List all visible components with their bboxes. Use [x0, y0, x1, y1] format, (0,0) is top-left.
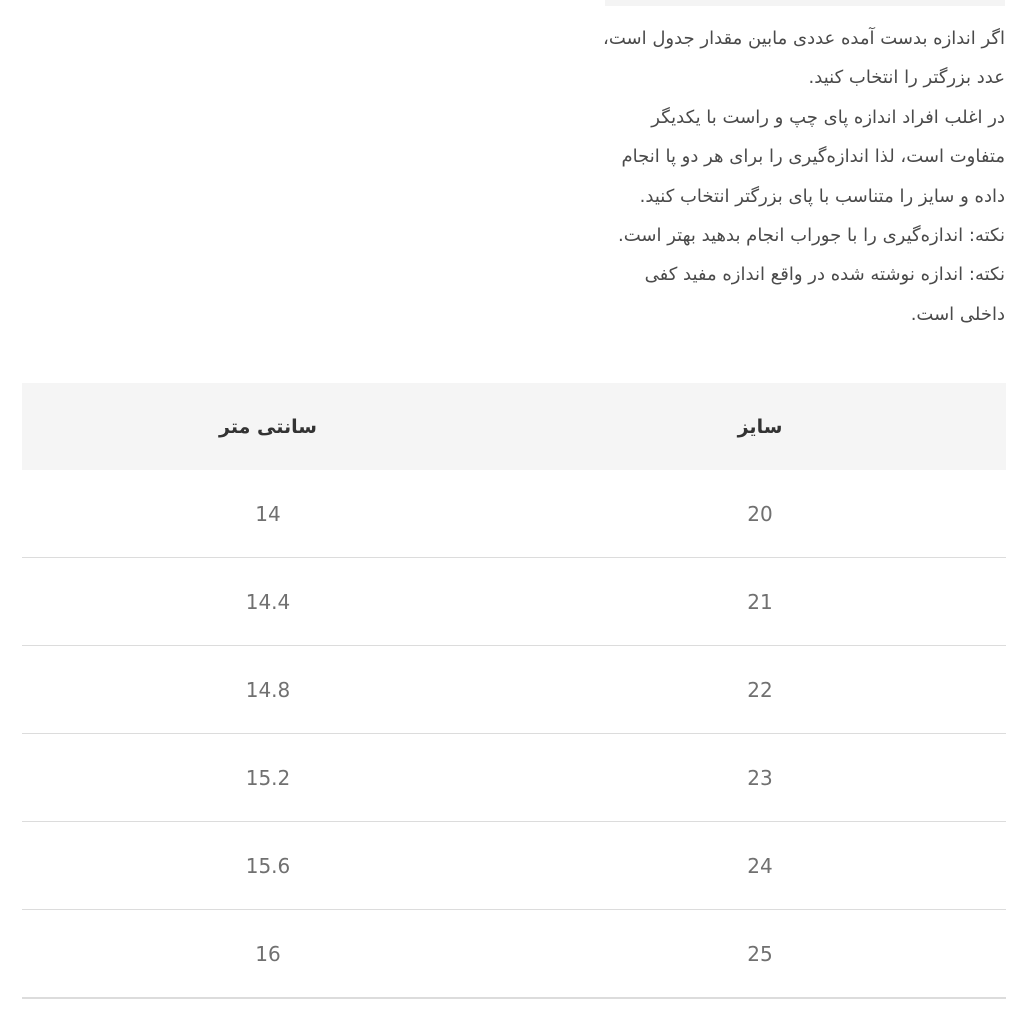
cell-centimeter: 15.6 [22, 822, 514, 910]
cell-size: 20 [514, 470, 1006, 558]
note-line: نکته: اندازه نوشته شده در واقع اندازه مفید کفی [644, 264, 1005, 286]
table-row [22, 558, 1006, 646]
note-line: نکته: اندازه‌گیری را با جوراب انجام بدهید بهتر است. [618, 225, 1005, 247]
table-row [22, 734, 1006, 822]
cell-size: 22 [514, 646, 1006, 734]
size-chart-table [22, 383, 1006, 999]
cell-size: 24 [514, 822, 1006, 910]
cell-centimeter: 14 [22, 470, 514, 558]
table-header-row [22, 383, 1006, 470]
cell-size: 21 [514, 558, 1006, 646]
cell-size: 25 [514, 910, 1006, 999]
header-size: سایز [514, 383, 1006, 470]
cell-centimeter: 15.2 [22, 734, 514, 822]
table-row [22, 822, 1006, 910]
top-divider [605, 0, 1005, 6]
note-line: داخلی است. [910, 303, 1005, 325]
cell-centimeter: 14.8 [22, 646, 514, 734]
cell-centimeter: 16 [22, 910, 514, 999]
note-line: عدد بزرگتر را انتخاب کنید. [808, 67, 1005, 89]
cell-size: 23 [514, 734, 1006, 822]
size-guide-notes [585, 19, 1005, 334]
cell-centimeter: 14.4 [22, 558, 514, 646]
table-row [22, 646, 1006, 734]
note-line: داده و سایز را متناسب با پای بزرگتر انتخاب کنید. [639, 185, 1005, 207]
note-line: در اغلب افراد اندازه پای چپ و راست با یکدیگر [651, 106, 1005, 128]
note-line: اگر اندازه بدست آمده عددی مابین مقدار جدول است، [603, 28, 1005, 49]
table-row [22, 470, 1006, 558]
table-row [22, 910, 1006, 999]
header-centimeter: سانتی متر [22, 383, 514, 470]
note-line: متفاوت است، لذا اندازه‌گیری را برای هر دو پا انجام [621, 146, 1005, 168]
